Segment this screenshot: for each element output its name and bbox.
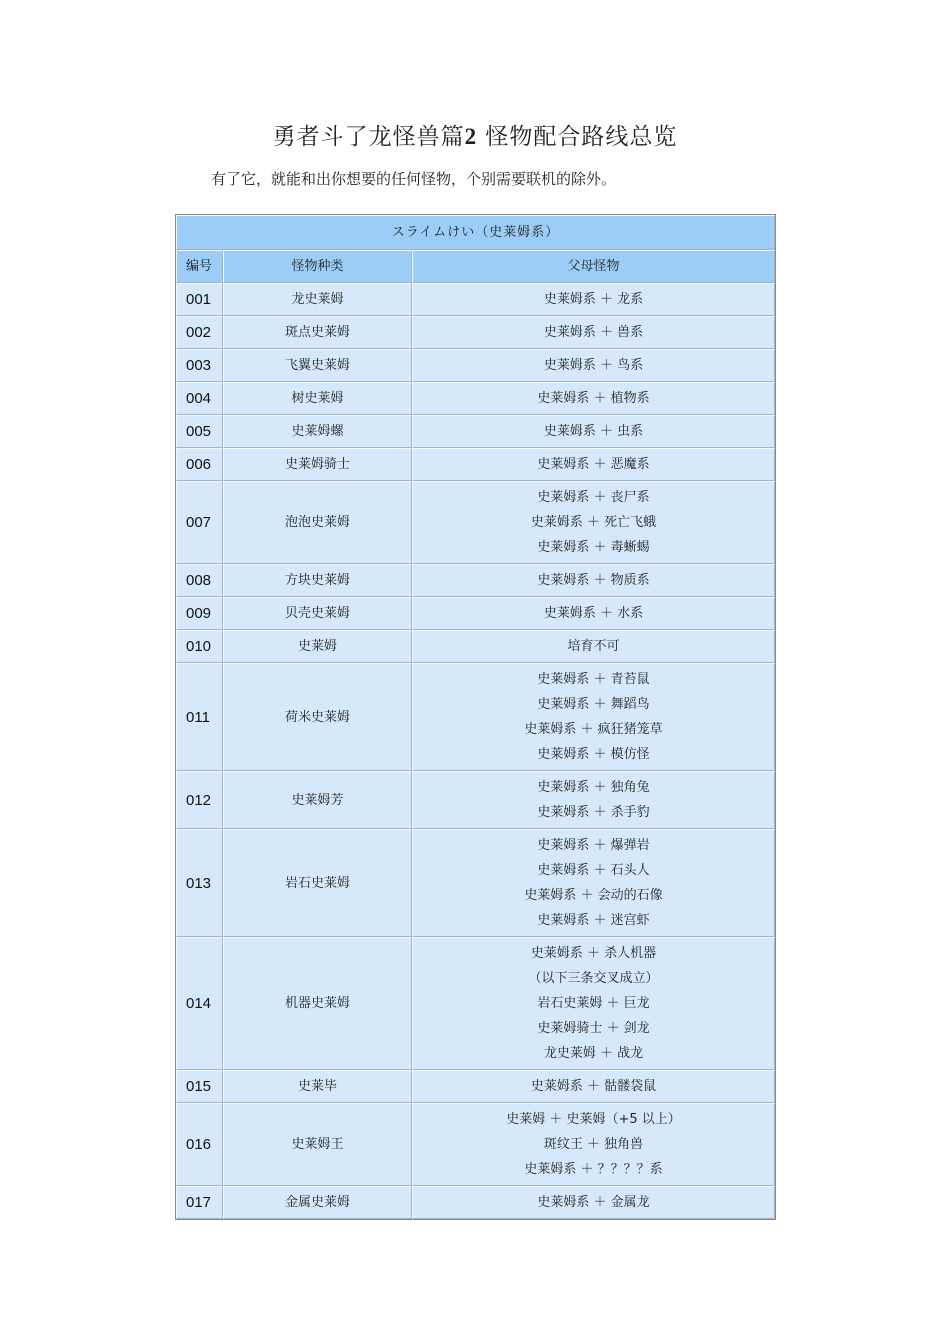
monster-number: 007 (176, 481, 223, 564)
table-row (176, 630, 775, 663)
parent-monsters (412, 316, 775, 349)
monster-number: 005 (176, 415, 223, 448)
monster-name: 贝壳史莱姆 (223, 597, 412, 630)
monster-name: 斑点史莱姆 (223, 316, 412, 349)
parent-combination: 史莱姆系 ＋ 兽系 (543, 325, 644, 340)
parent-combination: 龙史莱姆 ＋ 战龙 (543, 1046, 644, 1061)
title-number: 2 (464, 124, 478, 149)
parent-combination: 史莱姆系 ＋ 恶魔系 (537, 457, 650, 472)
intro-text: 有了它，就能和出你想要的任何怪物，个别需要联机的除外。 (211, 170, 617, 188)
table-row (176, 349, 775, 382)
monster-number: 003 (176, 349, 223, 382)
title-main: 勇者斗了龙怪兽篇 (272, 124, 465, 150)
parent-monsters (412, 415, 775, 448)
monster-table (175, 214, 776, 1220)
parent-combination: 培育不可 (567, 639, 620, 654)
parent-monsters (412, 663, 775, 771)
table-row (176, 937, 775, 1070)
parent-monsters (412, 382, 775, 415)
monster-number: 008 (176, 564, 223, 597)
monster-number: 010 (176, 630, 223, 663)
parent-combination: 史莱姆系 ＋ 骷髅袋鼠 (530, 1079, 657, 1094)
monster-name: 史莱姆王 (223, 1103, 412, 1186)
parent-combination: 史莱姆系 ＋ 独角兔 (537, 780, 650, 795)
monster-name: 荷米史莱姆 (223, 663, 412, 771)
parent-combination: 史莱姆系 ＋ 金属龙 (537, 1195, 650, 1210)
table-row (176, 316, 775, 349)
parent-combination: 史莱姆系 ＋ 迷宫虾 (537, 913, 650, 928)
parent-monsters (412, 349, 775, 382)
table-header-row (176, 250, 775, 283)
monster-number: 014 (176, 937, 223, 1070)
monster-name: 飞翼史莱姆 (223, 349, 412, 382)
parent-monsters (412, 283, 775, 316)
parent-combination: 斑纹王 ＋ 独角兽 (543, 1137, 644, 1152)
parent-combination: 岩石史莱姆 ＋ 巨龙 (537, 996, 650, 1011)
parent-monsters (412, 937, 775, 1070)
parent-combination: 史莱姆系 ＋ 鸟系 (543, 358, 644, 373)
parent-monsters (412, 630, 775, 663)
parent-combination: 史莱姆系 ＋ 死亡飞蛾 (530, 515, 657, 530)
table-row (176, 1070, 775, 1103)
parent-combination: 史莱姆系 ＋ 水系 (543, 606, 644, 621)
monster-name: 金属史莱姆 (223, 1186, 412, 1219)
monster-number: 009 (176, 597, 223, 630)
table-row (176, 415, 775, 448)
table-row (176, 1186, 775, 1219)
header-name: 怪物种类 (223, 250, 412, 283)
parent-monsters (412, 1070, 775, 1103)
parent-monsters (412, 829, 775, 937)
parent-combination: 史莱姆系 ＋ 物质系 (537, 573, 650, 588)
parent-combination: 史莱姆系 ＋ 疯狂猪笼草 (524, 722, 663, 737)
parent-combination: 史莱姆骑士 ＋ 剑龙 (537, 1021, 650, 1036)
parent-monsters (412, 564, 775, 597)
monster-name: 史莱姆 (223, 630, 412, 663)
monster-number: 012 (176, 771, 223, 829)
parent-combination: 史莱姆系 ＋ 虫系 (543, 424, 644, 439)
parent-combination: 史莱姆系 ＋ 模仿怪 (537, 747, 650, 762)
parent-monsters (412, 1186, 775, 1219)
monster-name: 龙史莱姆 (223, 283, 412, 316)
parent-combination: 史莱姆系 ＋ 爆弹岩 (537, 838, 650, 853)
monster-name: 树史莱姆 (223, 382, 412, 415)
header-num: 编号 (176, 250, 223, 283)
monster-number: 001 (176, 283, 223, 316)
table-row (176, 564, 775, 597)
monster-name: 岩石史莱姆 (223, 829, 412, 937)
header-parents: 父母怪物 (412, 250, 775, 283)
table-row (176, 283, 775, 316)
monster-name: 史莱姆螺 (223, 415, 412, 448)
parent-combination: 史莱姆系 ＋ 毒蜥蜴 (537, 540, 650, 555)
monster-name: 机器史莱姆 (223, 937, 412, 1070)
parent-monsters (412, 1103, 775, 1186)
title-sub: 怪物配合路线总览 (485, 124, 678, 150)
parent-combination: 史莱姆 ＋ 史莱姆（+5 以上） (506, 1112, 681, 1127)
parent-combination: 史莱姆系 ＋ ？？？？系 (524, 1162, 663, 1177)
monster-name: 方块史莱姆 (223, 564, 412, 597)
parent-combination: 史莱姆系 ＋ 龙系 (543, 292, 644, 307)
parent-combination: 史莱姆系 ＋ 会动的石像 (524, 888, 663, 903)
parent-combination: 史莱姆系 ＋ 杀人机器 (530, 946, 657, 961)
monster-number: 002 (176, 316, 223, 349)
monster-number: 006 (176, 448, 223, 481)
monster-number: 013 (176, 829, 223, 937)
monster-number: 016 (176, 1103, 223, 1186)
monster-number: 015 (176, 1070, 223, 1103)
table-row (176, 663, 775, 771)
monster-name: 史莱姆骑士 (223, 448, 412, 481)
parent-combination: 史莱姆系 ＋ 植物系 (537, 391, 650, 406)
parent-combination: 史莱姆系 ＋ 石头人 (537, 863, 650, 878)
monster-name: 史莱姆芳 (223, 771, 412, 829)
table-row (176, 481, 775, 564)
parent-combination: 史莱姆系 ＋ 舞蹈鸟 (537, 697, 650, 712)
monster-name: 史莱毕 (223, 1070, 412, 1103)
parent-monsters (412, 597, 775, 630)
monster-name: 泡泡史莱姆 (223, 481, 412, 564)
table-row (176, 829, 775, 937)
parent-monsters (412, 771, 775, 829)
table-caption-row (176, 215, 775, 250)
table-caption: スライムけい（史莱姆系） (176, 215, 775, 250)
table-row (176, 448, 775, 481)
page-title (0, 118, 950, 151)
parent-combination: 史莱姆系 ＋ 杀手豹 (537, 805, 650, 820)
parent-monsters (412, 481, 775, 564)
table-row (176, 1103, 775, 1186)
parent-combination: （以下三条交叉成立） (528, 971, 659, 986)
parent-monsters (412, 448, 775, 481)
monster-number: 004 (176, 382, 223, 415)
parent-combination: 史莱姆系 ＋ 青苔鼠 (537, 672, 650, 687)
monster-number: 011 (176, 663, 223, 771)
table-row (176, 771, 775, 829)
monster-number: 017 (176, 1186, 223, 1219)
table-row (176, 597, 775, 630)
table-row (176, 382, 775, 415)
parent-combination: 史莱姆系 ＋ 丧尸系 (537, 490, 650, 505)
